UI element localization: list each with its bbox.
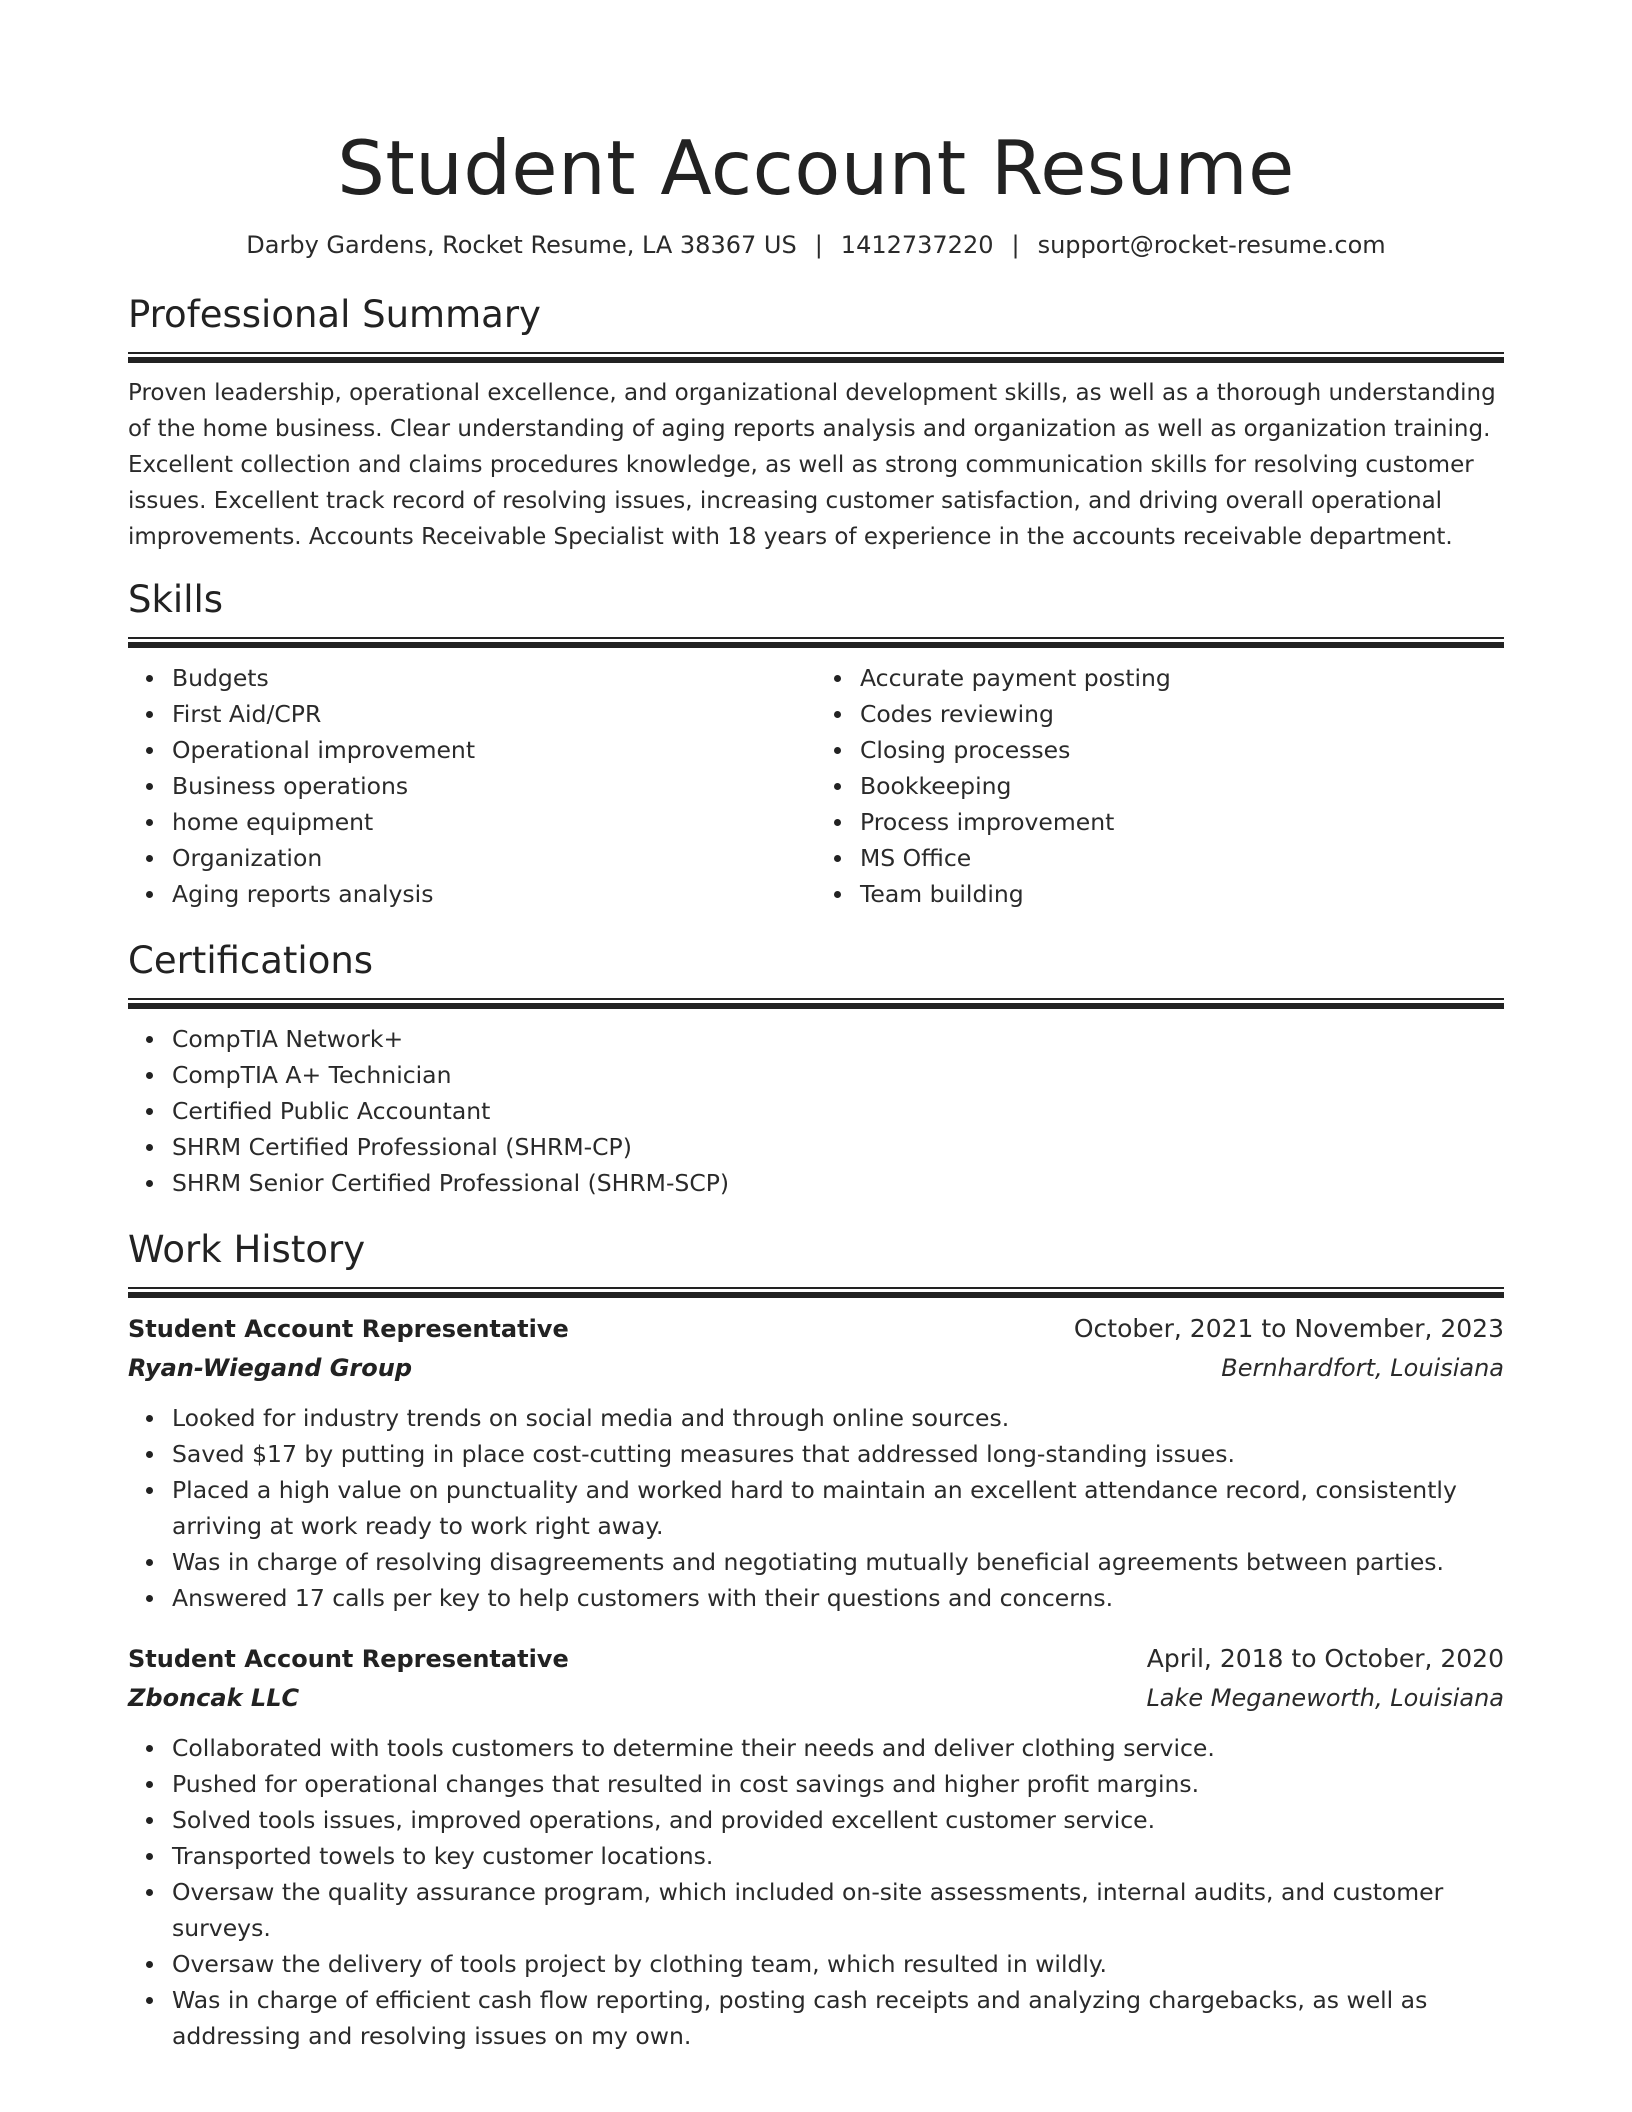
skill-item: Closing processes [860,732,1504,768]
section-divider [128,998,1504,1009]
job-header-row [128,1640,1504,1678]
skill-item: Business operations [172,768,816,804]
job-entry [128,1640,1504,2054]
job-company: Ryan-Wiegand Group [128,1354,413,1382]
job-bullet: Pushed for operational changes that resulted in cost savings and higher profit margins. [172,1766,1504,1802]
certification-item: SHRM Senior Certified Professional (SHRM-SCP) [172,1165,1504,1201]
summary-heading: Professional Summary [128,293,541,336]
contact-separator: | [814,231,823,259]
job-bullet: Oversaw the delivery of tools project by clothing team, which resulted in wildly. [172,1946,1504,1982]
skills-column-left [128,660,816,912]
skill-item: Codes reviewing [860,696,1504,732]
certification-item: CompTIA Network+ [172,1021,1504,1057]
job-bullets [128,1400,1504,1616]
job-company-row [128,1678,1504,1718]
section-divider [128,637,1504,648]
job-bullet: Transported towels to key customer locations. [172,1838,1504,1874]
skill-item: MS Office [860,840,1504,876]
job-title: Student Account Representative [128,1645,569,1673]
job-location: Bernhardfort, Louisiana [1221,1354,1504,1382]
contact-separator: | [1011,231,1020,259]
skills-column-right [816,660,1504,912]
job-bullet: Collaborated with tools customers to determine their needs and deliver clothing service. [172,1730,1504,1766]
skill-item: Aging reports analysis [172,876,816,912]
job-dates: April, 2018 to October, 2020 [1146,1644,1504,1673]
skills-grid [128,660,1504,912]
summary-text: Proven leadership, operational excellence, and organizational development skills, as well as a thorough understanding of the home business. Clear understanding of aging reports analysis and organization as well as organization training. Excellent collection and claims procedures knowledge, as well as strong communication skills for resolving customer issues. Excellent track record of resolving issues, increasing customer satisfaction, and driving overall operational improvements. Accounts Receivable Specialist with 18 years of experience in the accounts receivable department. [128,380,1496,550]
skill-item: Organization [172,840,816,876]
resume-title: Student Account Resume [337,124,1295,212]
job-header-row [128,1310,1504,1348]
section-divider [128,352,1504,363]
job-dates: October, 2021 to November, 2023 [1073,1314,1504,1343]
skill-item: Bookkeeping [860,768,1504,804]
job-bullet: Oversaw the quality assurance program, which included on-site assessments, internal audits, and customer surveys. [172,1874,1504,1946]
section-divider [128,1287,1504,1298]
skill-item: home equipment [172,804,816,840]
contact-email: support@rocket-resume.com [1037,231,1386,259]
work-history-heading: Work History [128,1228,366,1271]
certification-item: SHRM Certified Professional (SHRM-CP) [172,1129,1504,1165]
skill-item: Operational improvement [172,732,816,768]
job-bullets [128,1730,1504,2054]
skill-item: Process improvement [860,804,1504,840]
work-history-section [128,1227,1504,2054]
summary-section [128,292,1504,555]
job-bullet: Solved tools issues, improved operations, and provided excellent customer service. [172,1802,1504,1838]
contact-address: Darby Gardens, Rocket Resume, LA 38367 US [246,231,797,259]
job-title: Student Account Representative [128,1315,569,1343]
job-bullet: Placed a high value on punctuality and worked hard to maintain an excellent attendance record, consistently arriving at work ready to work right away. [172,1472,1504,1544]
job-location: Lake Meganeworth, Louisiana [1146,1684,1504,1712]
skill-item: First Aid/CPR [172,696,816,732]
skills-list-left [128,660,816,912]
job-company-row [128,1348,1504,1388]
certifications-heading: Certifications [128,939,374,982]
job-bullet: Looked for industry trends on social media and through online sources. [172,1400,1504,1436]
job-company: Zboncak LLC [128,1684,300,1712]
skill-item: Accurate payment posting [860,660,1504,696]
skills-heading: Skills [128,578,224,621]
skill-item: Budgets [172,660,816,696]
certification-item: CompTIA A+ Technician [172,1057,1504,1093]
skill-item: Team building [860,876,1504,912]
contact-line [128,228,1504,262]
job-bullet: Was in charge of resolving disagreements and negotiating mutually beneficial agreements between parties. [172,1544,1504,1580]
contact-phone: 1412737220 [840,231,994,259]
skills-list-right [816,660,1504,912]
certifications-list [128,1021,1504,1201]
skills-section [128,577,1504,912]
job-bullet: Answered 17 calls per key to help customers with their questions and concerns. [172,1580,1504,1616]
job-entry [128,1310,1504,1616]
certifications-section [128,938,1504,1201]
certification-item: Certified Public Accountant [172,1093,1504,1129]
job-bullet: Saved $17 by putting in place cost-cutting measures that addressed long-standing issues. [172,1436,1504,1472]
job-bullet: Was in charge of efficient cash flow reporting, posting cash receipts and analyzing chargebacks, as well as addressing and resolving issues on my own. [172,1982,1504,2054]
